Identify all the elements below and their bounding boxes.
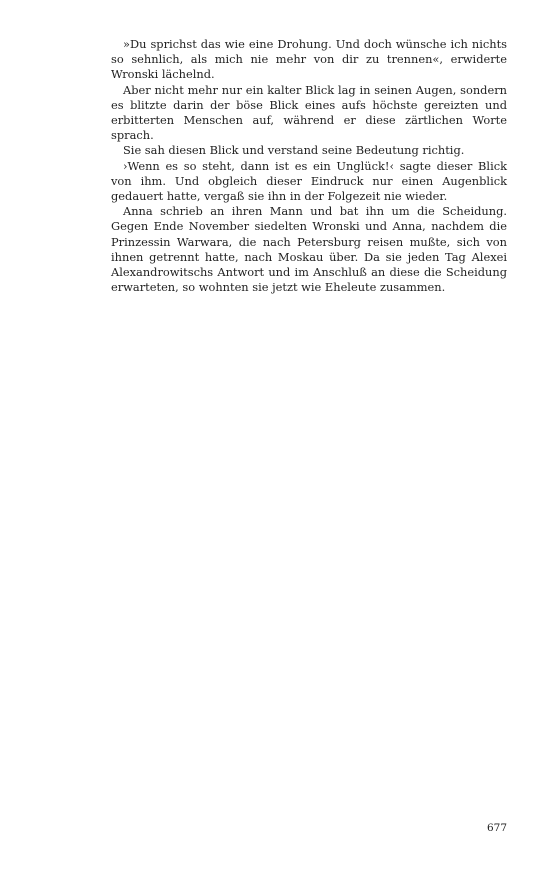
paragraph: Sie sah diesen Blick und verstand seine Bedeutung richtig. <box>123 143 465 158</box>
page-number: 677 <box>486 822 507 834</box>
paragraph: »Du sprichst das wie eine Drohung. Und doch wünsche ich nichts so sehnlich, als mich nie mehr von dir zu trennen«, erwiderte Wronski lächelnd. <box>111 37 507 82</box>
paragraph: Aber nicht mehr nur ein kalter Blick lag in seinen Augen, sondern es blitzte darin der böse Blick eines aufs höchste gereizten und erbitterten Menschen auf, während er diese zärtlichen Worte sprach. <box>111 82 507 143</box>
paragraph: ›Wenn es so steht, dann ist es ein Unglück!‹ sagte dieser Blick von ihm. Und obgleich dieser Eindruck nur einen Augenblick gedauert hatte, vergaß sie ihn in der Folgezeit nie wieder. <box>111 158 507 204</box>
body-text <box>111 37 507 295</box>
paragraph: Anna schrieb an ihren Mann und bat ihn um die Scheidung. Gegen Ende November siedelten Wronski und Anna, nachdem die Prinzessin Warwara, die nach Petersburg reisen mußte, sich von ihnen getrennt hatte, nach Moskau über. Da sie jeden Tag Alexei Alexandrowitschs Antwort und im Anschluß an diese die Scheidung erwarteten, so wohnten sie jetzt wie Eheleute zusammen. <box>111 204 507 295</box>
